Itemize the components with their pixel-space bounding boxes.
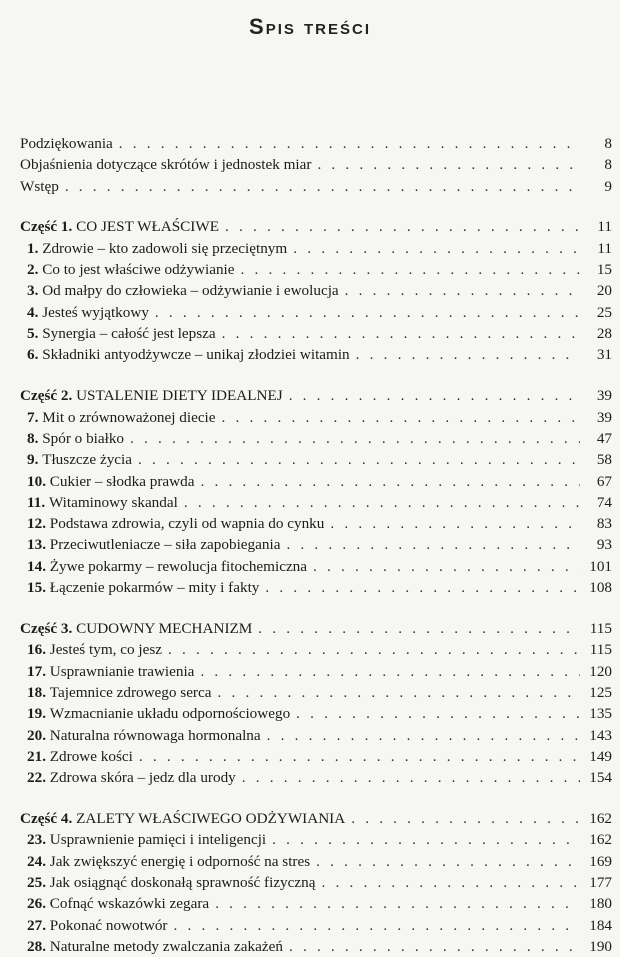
toc-entry-chapter xyxy=(20,534,612,555)
dot-leader xyxy=(200,471,580,492)
chapter-number: 10. xyxy=(27,472,46,490)
chapter-number: 8. xyxy=(27,429,39,447)
toc-part-heading xyxy=(20,809,612,830)
entry-page: 93 xyxy=(596,536,612,554)
dot-leader xyxy=(330,513,580,534)
toc-entry-chapter xyxy=(20,936,612,957)
dot-leader xyxy=(258,619,580,640)
entry-label: Żywe pokarmy – rewolucja fitochemiczna xyxy=(49,557,308,575)
part-title: CO JEST WŁAŚCIWE xyxy=(76,218,219,236)
toc-entry-chapter xyxy=(20,639,612,660)
part-title: USTALENIE DIETY IDEALNEJ xyxy=(76,387,283,405)
entry-label: Zdrowe kości xyxy=(49,747,133,765)
dot-leader xyxy=(316,851,580,872)
entry-label: Co to jest właściwe odżywianie xyxy=(42,261,235,279)
dot-leader xyxy=(225,217,580,238)
entry-label: Synergia – całość jest lepsza xyxy=(42,325,216,343)
entry-label: Łączenie pokarmów – mity i fakty xyxy=(49,579,260,597)
entry-label: Wstęp xyxy=(20,177,59,195)
entry-page: 8 xyxy=(604,135,612,152)
entry-label: Składniki antyodżywcze – unikaj złodziei witamin xyxy=(42,346,350,364)
entry-label: Pokonać nowotwór xyxy=(49,916,168,934)
dot-leader xyxy=(222,407,580,428)
dot-leader xyxy=(155,302,580,323)
entry-label: Jesteś wyjątkowy xyxy=(42,303,149,321)
chapter-number: 20. xyxy=(27,726,46,744)
toc-entry-chapter xyxy=(20,829,612,850)
chapter-number: 18. xyxy=(27,683,46,701)
chapter-number: 1. xyxy=(27,239,39,257)
chapter-number: 13. xyxy=(27,536,46,554)
chapter-number: 2. xyxy=(27,261,39,279)
entry-page: 15 xyxy=(596,261,612,279)
entry-page: 177 xyxy=(589,874,612,892)
entry-page: 39 xyxy=(596,387,612,405)
toc-entry-chapter xyxy=(20,556,612,577)
dot-leader xyxy=(296,703,580,724)
toc-entry-chapter xyxy=(20,915,612,936)
chapter-number: 14. xyxy=(27,557,46,575)
entry-label: Witaminowy skandal xyxy=(48,493,178,511)
dot-leader xyxy=(289,936,580,957)
entry-label: Zdrowa skóra – jedz dla urody xyxy=(49,769,236,787)
dot-leader xyxy=(130,428,580,449)
part-label: Część 1. xyxy=(20,218,73,236)
entry-page: 143 xyxy=(589,726,612,744)
dot-leader xyxy=(173,915,580,936)
entry-page: 149 xyxy=(589,747,612,765)
entry-page: 8 xyxy=(604,156,612,174)
entry-label: Jak osiągnąć doskonałą sprawność fizyczną xyxy=(49,874,316,892)
entry-page: 162 xyxy=(589,809,612,827)
entry-label: Jak zwiększyć energię i odporność na stres xyxy=(49,852,311,870)
entry-label: Zdrowie – kto zadowoli się przeciętnym xyxy=(42,239,288,257)
entry-page: 47 xyxy=(596,429,612,447)
toc-entry-front xyxy=(20,133,612,154)
chapter-number: 16. xyxy=(27,641,46,659)
dot-leader xyxy=(241,259,580,280)
entry-label: Podziękowania xyxy=(20,135,113,152)
dot-leader xyxy=(289,386,580,407)
entry-label: Usprawnianie trawienia xyxy=(49,662,195,680)
toc-entry-chapter xyxy=(20,577,612,598)
toc-entry-chapter xyxy=(20,407,612,428)
entry-page: 108 xyxy=(589,579,612,597)
toc-entry-chapter xyxy=(20,344,612,365)
entry-label: Jesteś tym, co jesz xyxy=(49,641,162,659)
chapter-number: 4. xyxy=(27,303,39,321)
part-label: Część 4. xyxy=(20,809,73,827)
entry-page: 11 xyxy=(597,218,612,236)
dot-leader xyxy=(138,449,580,470)
entry-page: 67 xyxy=(596,472,612,490)
entry-page: 11 xyxy=(597,239,612,257)
entry-page: 20 xyxy=(596,282,612,300)
toc-entry-chapter xyxy=(20,302,612,323)
toc-entry-chapter xyxy=(20,725,612,746)
chapter-number: 6. xyxy=(27,346,39,364)
dot-leader xyxy=(356,344,580,365)
entry-label: Naturalne metody zwalczania zakażeń xyxy=(49,937,283,955)
dot-leader xyxy=(293,238,580,259)
toc-entry-chapter xyxy=(20,767,612,788)
dot-leader xyxy=(345,280,580,301)
entry-page: 31 xyxy=(596,346,612,364)
dot-leader xyxy=(200,661,580,682)
entry-page: 154 xyxy=(589,769,612,787)
entry-page: 115 xyxy=(589,619,612,637)
toc-entry-chapter xyxy=(20,449,612,470)
entry-page: 58 xyxy=(596,451,612,469)
entry-label: Objaśnienia dotyczące skrótów i jednostek miar xyxy=(20,156,312,174)
entry-label: Od małpy do człowieka – odżywianie i ewolucja xyxy=(42,282,339,300)
toc-entry-chapter xyxy=(20,259,612,280)
entry-label: Mit o zrównoważonej diecie xyxy=(42,408,216,426)
dot-leader xyxy=(267,725,580,746)
dot-leader xyxy=(242,767,580,788)
entry-label: Wzmacnianie układu odpornościowego xyxy=(49,705,291,723)
toc-entry-chapter xyxy=(20,280,612,301)
toc-entry-chapter xyxy=(20,703,612,724)
toc-entry-chapter xyxy=(20,851,612,872)
chapter-number: 12. xyxy=(27,515,46,533)
toc-entry-front xyxy=(20,176,612,197)
part-title: CUDOWNY MECHANIZM xyxy=(76,619,253,637)
toc-entry-chapter xyxy=(20,323,612,344)
entry-page: 74 xyxy=(596,493,612,511)
part-label: Część 3. xyxy=(20,619,73,637)
chapter-number: 26. xyxy=(27,895,46,913)
dot-leader xyxy=(265,577,580,598)
entry-label: Podstawa zdrowia, czyli od wapnia do cynku xyxy=(49,515,325,533)
entry-page: 101 xyxy=(589,557,612,575)
toc-entry-chapter xyxy=(20,471,612,492)
entry-page: 28 xyxy=(596,325,612,343)
dot-leader xyxy=(119,133,580,154)
chapter-number: 21. xyxy=(27,747,46,765)
entry-label: Tajemnice zdrowego serca xyxy=(49,683,212,701)
dot-leader xyxy=(286,534,580,555)
chapter-number: 24. xyxy=(27,852,46,870)
toc-entry-chapter xyxy=(20,238,612,259)
entry-page: 39 xyxy=(596,408,612,426)
part-title: ZALETY WŁAŚCIWEGO ODŻYWIANIA xyxy=(76,809,346,827)
chapter-number: 25. xyxy=(27,874,46,892)
toc-entry-chapter xyxy=(20,492,612,513)
chapter-number: 5. xyxy=(27,325,39,343)
chapter-number: 15. xyxy=(27,579,46,597)
toc-entry-chapter xyxy=(20,872,612,893)
chapter-number: 28. xyxy=(27,937,46,955)
toc-part-heading xyxy=(20,619,612,640)
chapter-number: 7. xyxy=(27,408,39,426)
entry-page: 180 xyxy=(589,895,612,913)
entry-page: 115 xyxy=(589,641,612,659)
entry-label: Spór o białko xyxy=(42,429,125,447)
dot-leader xyxy=(168,639,580,660)
toc-part-heading xyxy=(20,386,612,407)
chapter-number: 9. xyxy=(27,451,39,469)
toc-entry-chapter xyxy=(20,661,612,682)
table-of-contents xyxy=(20,133,612,957)
entry-page: 125 xyxy=(589,683,612,701)
entry-label: Naturalna równowaga hormonalna xyxy=(49,726,261,744)
entry-page: 9 xyxy=(604,177,612,195)
page-title: Spis treści xyxy=(249,14,371,39)
chapter-number: 17. xyxy=(27,662,46,680)
chapter-number: 27. xyxy=(27,916,46,934)
dot-leader xyxy=(313,556,580,577)
entry-page: 190 xyxy=(589,937,612,955)
entry-label: Usprawnienie pamięci i inteligencji xyxy=(49,831,267,849)
entry-page: 184 xyxy=(589,916,612,934)
entry-page: 120 xyxy=(589,662,612,680)
dot-leader xyxy=(321,872,580,893)
part-label: Część 2. xyxy=(20,387,73,405)
dot-leader xyxy=(139,746,580,767)
dot-leader xyxy=(317,154,580,175)
dot-leader xyxy=(184,492,580,513)
entry-page: 169 xyxy=(589,852,612,870)
entry-label: Przeciwutleniacze – siła zapobiegania xyxy=(49,536,281,554)
entry-page: 135 xyxy=(589,705,612,723)
dot-leader xyxy=(351,809,580,830)
entry-page: 25 xyxy=(596,303,612,321)
toc-entry-chapter xyxy=(20,682,612,703)
entry-page: 83 xyxy=(596,515,612,533)
entry-label: Cukier – słodka prawda xyxy=(49,472,195,490)
entry-label: Cofnąć wskazówki zegara xyxy=(49,895,210,913)
dot-leader xyxy=(272,829,580,850)
dot-leader xyxy=(222,323,580,344)
dot-leader xyxy=(217,682,580,703)
toc-entry-chapter xyxy=(20,428,612,449)
toc-entry-chapter xyxy=(20,513,612,534)
entry-label: Tłuszcze życia xyxy=(42,451,132,469)
dot-leader xyxy=(65,176,580,197)
chapter-number: 11. xyxy=(27,493,46,511)
toc-entry-chapter xyxy=(20,746,612,767)
chapter-number: 19. xyxy=(27,705,46,723)
chapter-number: 22. xyxy=(27,769,46,787)
entry-page: 162 xyxy=(589,831,612,849)
chapter-number: 3. xyxy=(27,282,39,300)
toc-entry-front xyxy=(20,154,612,175)
toc-part-heading xyxy=(20,217,612,238)
chapter-number: 23. xyxy=(27,831,46,849)
